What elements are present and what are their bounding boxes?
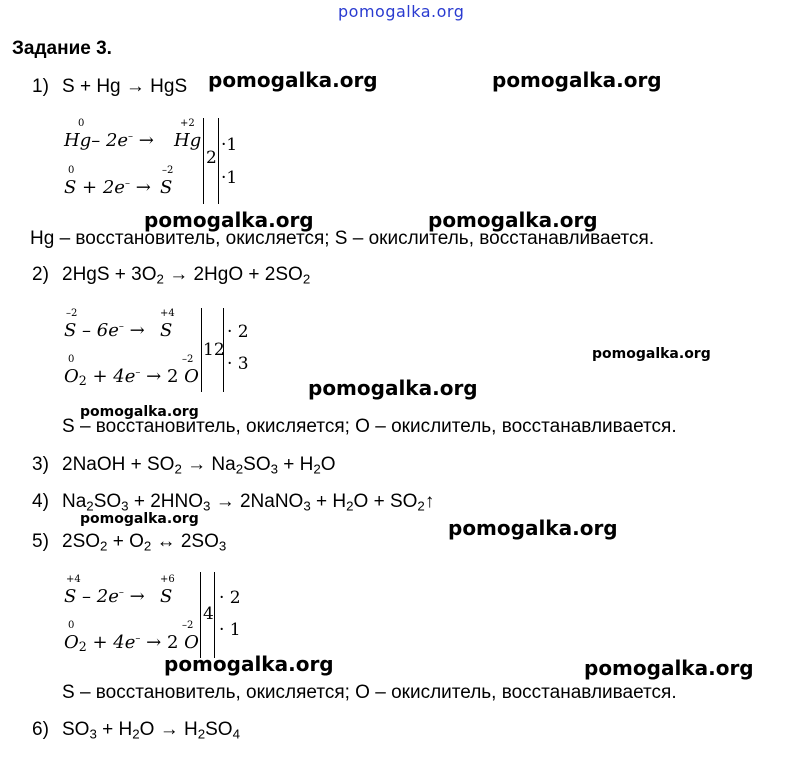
balance-line xyxy=(201,308,202,392)
multiplier-1: · 2 xyxy=(227,322,249,342)
item-5-conclusion: S – восстановитель, окисляется; O – окислитель, восстанавливается. xyxy=(62,682,677,703)
item-2-equation: $2HgS + 3O_2 \to 2HgO + 2SO_2$ xyxy=(62,264,311,287)
ox-state: 0 xyxy=(68,620,75,631)
item-1-conclusion: Hg – восстановитель, окисляется; S – окислитель, восстанавливается. xyxy=(30,228,655,249)
ox-state: +4 xyxy=(66,574,81,585)
balance-line xyxy=(200,572,201,658)
watermark: pomogalka.org xyxy=(80,511,199,527)
ox-state: –2 xyxy=(182,620,194,631)
ox-state: +2 xyxy=(180,118,195,129)
watermark: pomogalka.org xyxy=(208,68,378,92)
half-reaction-1: S – 6e– → xyxy=(64,320,145,341)
watermark: pomogalka.org xyxy=(428,208,598,232)
watermark: pomogalka.org xyxy=(144,208,314,232)
item-6-number: 6) xyxy=(32,719,49,740)
watermark: pomogalka.org xyxy=(584,656,754,680)
watermark: pomogalka.org xyxy=(448,516,618,540)
item-3-equation: 2NaOH + $SO_2 \to Na_2SO_3 + H_2O$ xyxy=(62,454,336,477)
half-reaction-2: $O_2 + 4e^- \to 2$ O xyxy=(64,632,199,655)
item-4-number: 4) xyxy=(32,491,49,512)
watermark: pomogalka.org xyxy=(592,346,711,362)
multiplier-2: ·1 xyxy=(221,168,238,188)
multiplier-1: · 2 xyxy=(219,588,241,608)
ox-state: –2 xyxy=(162,165,174,176)
item-2-conclusion: S – восстановитель, окисляется; O – окислитель, восстанавливается. xyxy=(62,416,677,437)
multiplier-1: ·1 xyxy=(221,135,238,155)
watermark: pomogalka.org xyxy=(492,68,662,92)
ox-state: 0 xyxy=(68,354,75,365)
half-reaction-1: Hg– 2e– → xyxy=(64,130,154,151)
half-reaction-2: S + 2e– → xyxy=(64,177,151,198)
item-6-equation: $SO_3 + H_2O \to H_2SO_4$ xyxy=(62,719,240,742)
half-reaction-1-product: Hg xyxy=(174,130,202,151)
lcm: 12 xyxy=(203,340,225,360)
half-reaction-2-product: S xyxy=(160,177,173,198)
ox-state: +4 xyxy=(160,308,175,319)
watermark: pomogalka.org xyxy=(80,404,199,420)
ox-state: –2 xyxy=(66,308,78,319)
item-3-number: 3) xyxy=(32,454,49,475)
balance-line xyxy=(223,308,224,392)
balance-line xyxy=(203,118,204,204)
half-reaction-1: S – 2e– → xyxy=(64,586,145,607)
balance-line xyxy=(218,118,219,204)
lcm: 4 xyxy=(203,604,214,624)
half-reaction-2: $O_2 + 4e^- \to 2$ O xyxy=(64,366,199,389)
ox-state: 0 xyxy=(78,118,85,129)
item-5-number: 5) xyxy=(32,531,49,552)
ox-state: +6 xyxy=(160,574,175,585)
item-1-number: 1) xyxy=(32,76,49,97)
half-reaction-1-product: S xyxy=(160,320,173,341)
ox-state: 0 xyxy=(68,165,75,176)
lcm: 2 xyxy=(206,148,217,168)
balance-line xyxy=(214,572,215,658)
multiplier-2: · 3 xyxy=(227,354,249,374)
item-1-equation: S + Hg → HgS xyxy=(62,76,188,97)
watermark: pomogalka.org xyxy=(164,652,334,676)
task-title: Задание 3. xyxy=(12,38,112,59)
watermark: pomogalka.org xyxy=(308,376,478,400)
watermark-top: pomogalka.org xyxy=(338,2,465,21)
item-2-number: 2) xyxy=(32,264,49,285)
item-4-equation: $Na_2SO_3 + 2HNO_3$ → 2NaNO$_3$ + $H_2O$ + $SO_2↑$ xyxy=(62,491,435,514)
half-reaction-1-product: S xyxy=(160,586,173,607)
item-5-equation: $2SO_2 + O_2$ ↔ $2SO_3$ xyxy=(62,531,227,554)
multiplier-2: · 1 xyxy=(219,620,241,640)
ox-state: –2 xyxy=(182,354,194,365)
